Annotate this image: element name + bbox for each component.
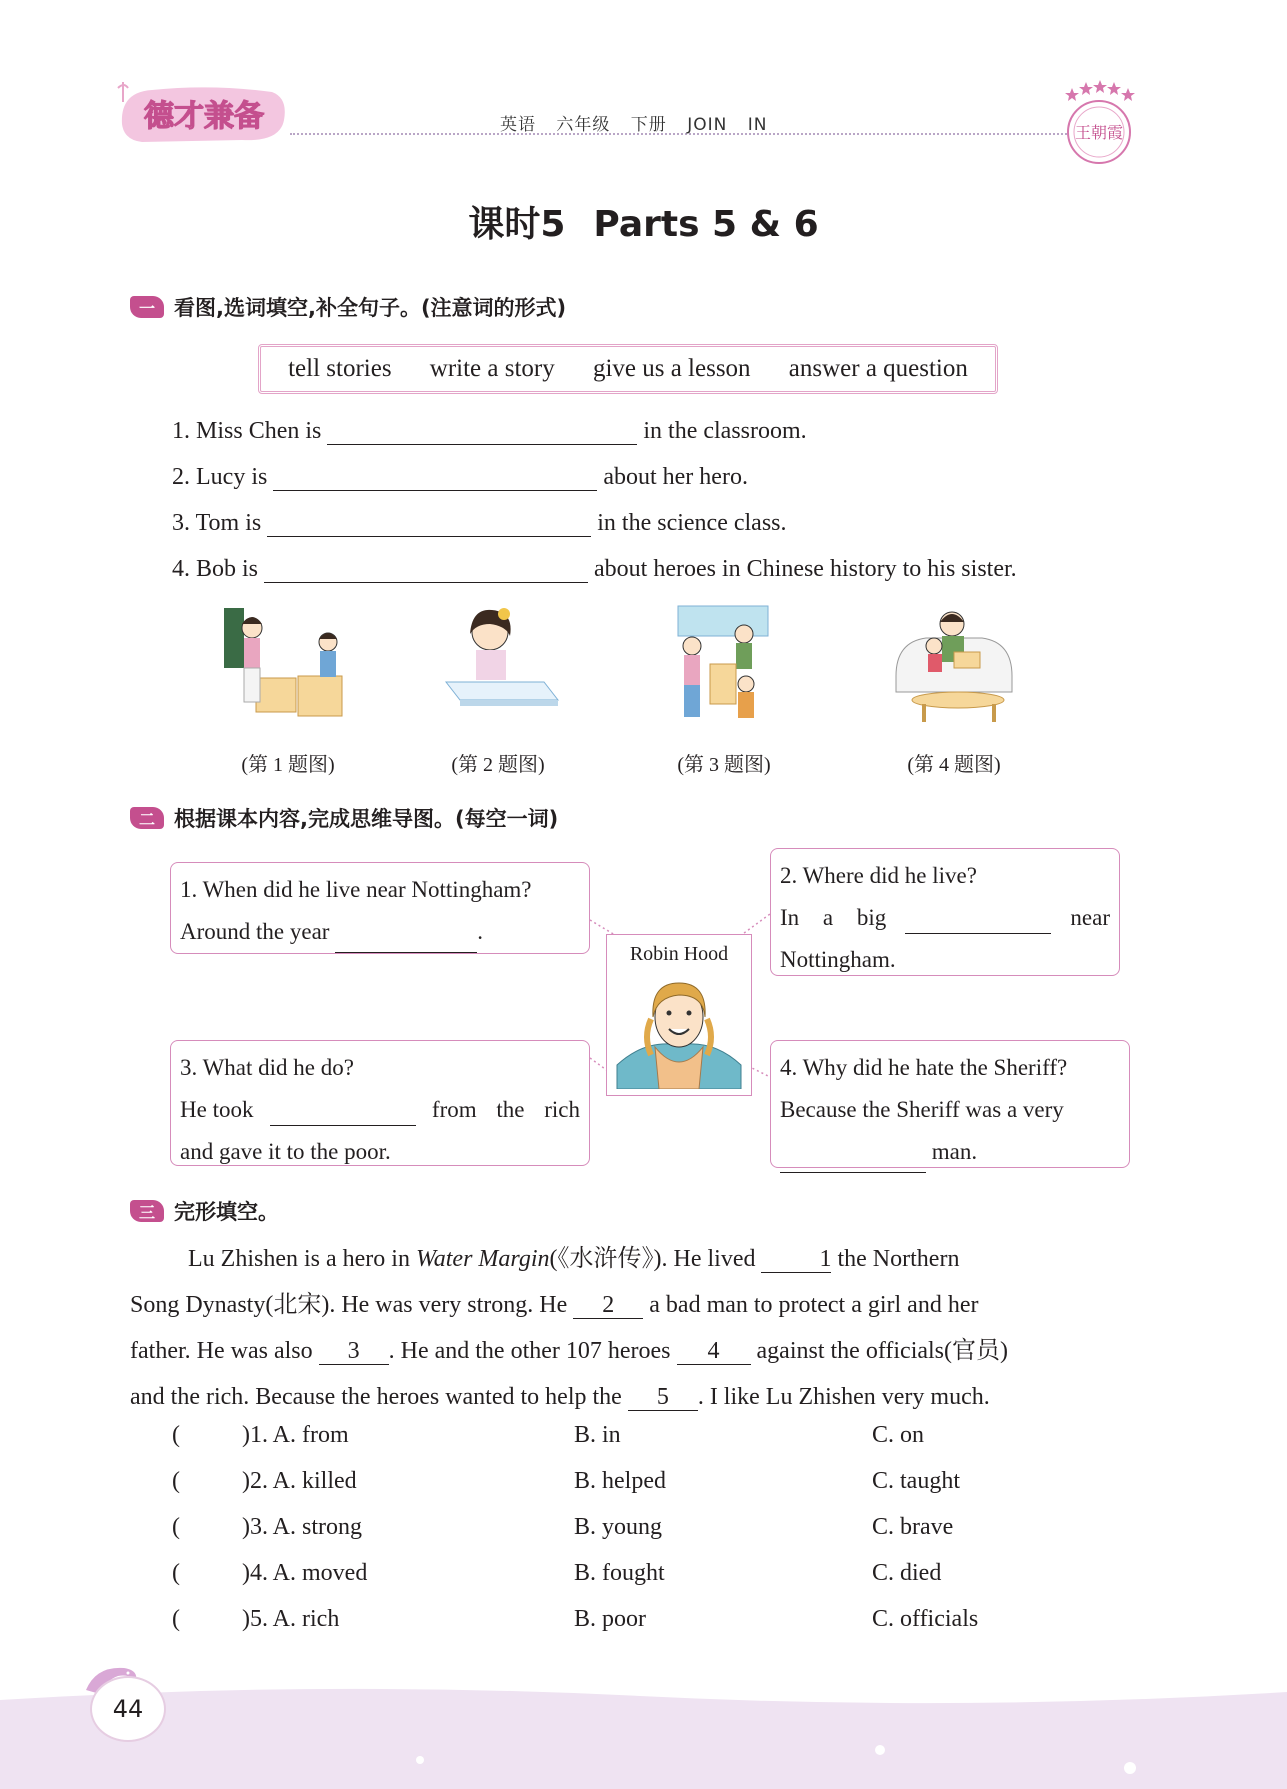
section-number: 二	[130, 807, 164, 829]
option-row-3: ( )3. A. strong B. young C. brave	[172, 1514, 954, 1540]
footer-decoration	[0, 1680, 1287, 1789]
answer-paren[interactable]: (	[172, 1514, 180, 1540]
answer-paren[interactable]: (	[172, 1468, 180, 1494]
page-number: 44	[90, 1676, 166, 1742]
cloze-blank[interactable]: 4	[677, 1338, 751, 1365]
mind-map-box-3: 3. What did he do? He took from the rich and gave it to the poor.	[170, 1040, 590, 1166]
sentence-2: 2. Lucy is about her hero.	[172, 464, 748, 490]
section-instruction: 看图,选词填空,补全句子。(注意词的形式)	[174, 296, 567, 320]
option-b[interactable]: B. young	[574, 1514, 663, 1540]
robin-hood-portrait	[615, 977, 743, 1089]
answer-blank[interactable]	[327, 420, 637, 445]
section-1-heading	[130, 292, 566, 322]
section-3-heading	[130, 1196, 279, 1226]
center-label: Robin Hood	[629, 943, 729, 965]
answer-blank[interactable]	[780, 1148, 926, 1173]
svg-text:德才兼备: 德才兼备	[144, 99, 264, 134]
option-b[interactable]: B. helped	[574, 1468, 666, 1494]
header-meta: 英语 六年级 下册 JOIN IN	[500, 115, 768, 135]
sentence-1: 1. Miss Chen is in the classroom.	[172, 418, 807, 444]
word-option: answer a question	[788, 355, 968, 382]
answer-paren[interactable]: (	[172, 1606, 180, 1632]
answer-paren[interactable]: (	[172, 1560, 180, 1586]
section-number: 三	[130, 1200, 164, 1222]
brand-logo	[112, 78, 292, 150]
svg-text:王朝霞: 王朝霞	[1074, 123, 1124, 142]
mind-map-box-2: 2. Where did he live? In a big near Nottingham.	[770, 848, 1120, 976]
option-row-1: ( )1. A. from B. in C. on	[172, 1422, 925, 1448]
mind-map-box-1: 1. When did he live near Nottingham? Around the year .	[170, 862, 590, 954]
section-number: 一	[130, 296, 164, 318]
answer-blank[interactable]	[264, 558, 588, 583]
mind-map-center	[606, 934, 752, 1096]
word-option: tell stories	[288, 355, 392, 382]
picture-telling-stories	[888, 604, 1020, 724]
picture-caption: (第 4 题图)	[907, 754, 1001, 776]
section-2-heading	[130, 803, 558, 833]
sentence-4: 4. Bob is about heroes in Chinese history to his sister.	[172, 556, 1017, 582]
picture-science-class	[660, 604, 792, 724]
answer-blank[interactable]	[270, 1101, 416, 1126]
answer-blank[interactable]	[267, 512, 591, 537]
option-c[interactable]: C. on	[872, 1422, 925, 1448]
cloze-blank[interactable]: 1	[761, 1246, 831, 1273]
picture-girl-writing	[434, 604, 566, 724]
section-instruction: 完形填空。	[174, 1200, 279, 1224]
option-c[interactable]: C. brave	[872, 1514, 954, 1540]
answer-blank[interactable]	[335, 928, 477, 953]
option-b[interactable]: B. poor	[574, 1606, 646, 1632]
option-row-2: ( )2. A. killed B. helped C. taught	[172, 1468, 960, 1494]
picture-caption: (第 3 题图)	[677, 754, 771, 776]
word-option: write a story	[429, 355, 555, 382]
publisher-badge	[1058, 78, 1140, 166]
section-instruction: 根据课本内容,完成思维导图。(每空一词)	[174, 807, 559, 831]
answer-paren[interactable]: (	[172, 1422, 180, 1448]
option-c[interactable]: C. officials	[872, 1606, 979, 1632]
word-option: give us a lesson	[592, 355, 751, 382]
picture-teacher-lesson	[222, 604, 354, 724]
option-b[interactable]: B. fought	[574, 1560, 665, 1586]
option-b[interactable]: B. in	[574, 1422, 621, 1448]
cloze-blank[interactable]: 5	[628, 1384, 698, 1411]
picture-caption: (第 1 题图)	[241, 754, 335, 776]
option-row-5: ( )5. A. rich B. poor C. officials	[172, 1606, 979, 1632]
picture-caption: (第 2 题图)	[451, 754, 545, 776]
lesson-title: 课时5 Parts 5 & 6	[468, 204, 819, 245]
option-c[interactable]: C. died	[872, 1560, 942, 1586]
answer-blank[interactable]	[905, 909, 1051, 934]
mind-map-box-4: 4. Why did he hate the Sheriff? Because the Sheriff was a very man.	[770, 1040, 1130, 1168]
option-c[interactable]: C. taught	[872, 1468, 960, 1494]
word-bank	[258, 344, 998, 394]
option-row-4: ( )4. A. moved B. fought C. died	[172, 1560, 942, 1586]
answer-blank[interactable]	[273, 466, 597, 491]
cloze-blank[interactable]: 3	[319, 1338, 389, 1365]
cloze-passage: Lu Zhishen is a hero in Water Margin(《水浒传》). He lived 1 the Northern Song Dynasty(北宋). He was very strong. He 2 a bad man to protect a girl and her father. He was also 3 . He and the other 107 heroes 4 against the officials(官员) and the rich. Because the heroes wanted to help the 5 . I like Lu Zhishen very much.	[130, 1246, 1008, 1410]
sentence-3: 3. Tom is in the science class.	[172, 510, 787, 536]
cloze-blank[interactable]: 2	[573, 1292, 643, 1319]
